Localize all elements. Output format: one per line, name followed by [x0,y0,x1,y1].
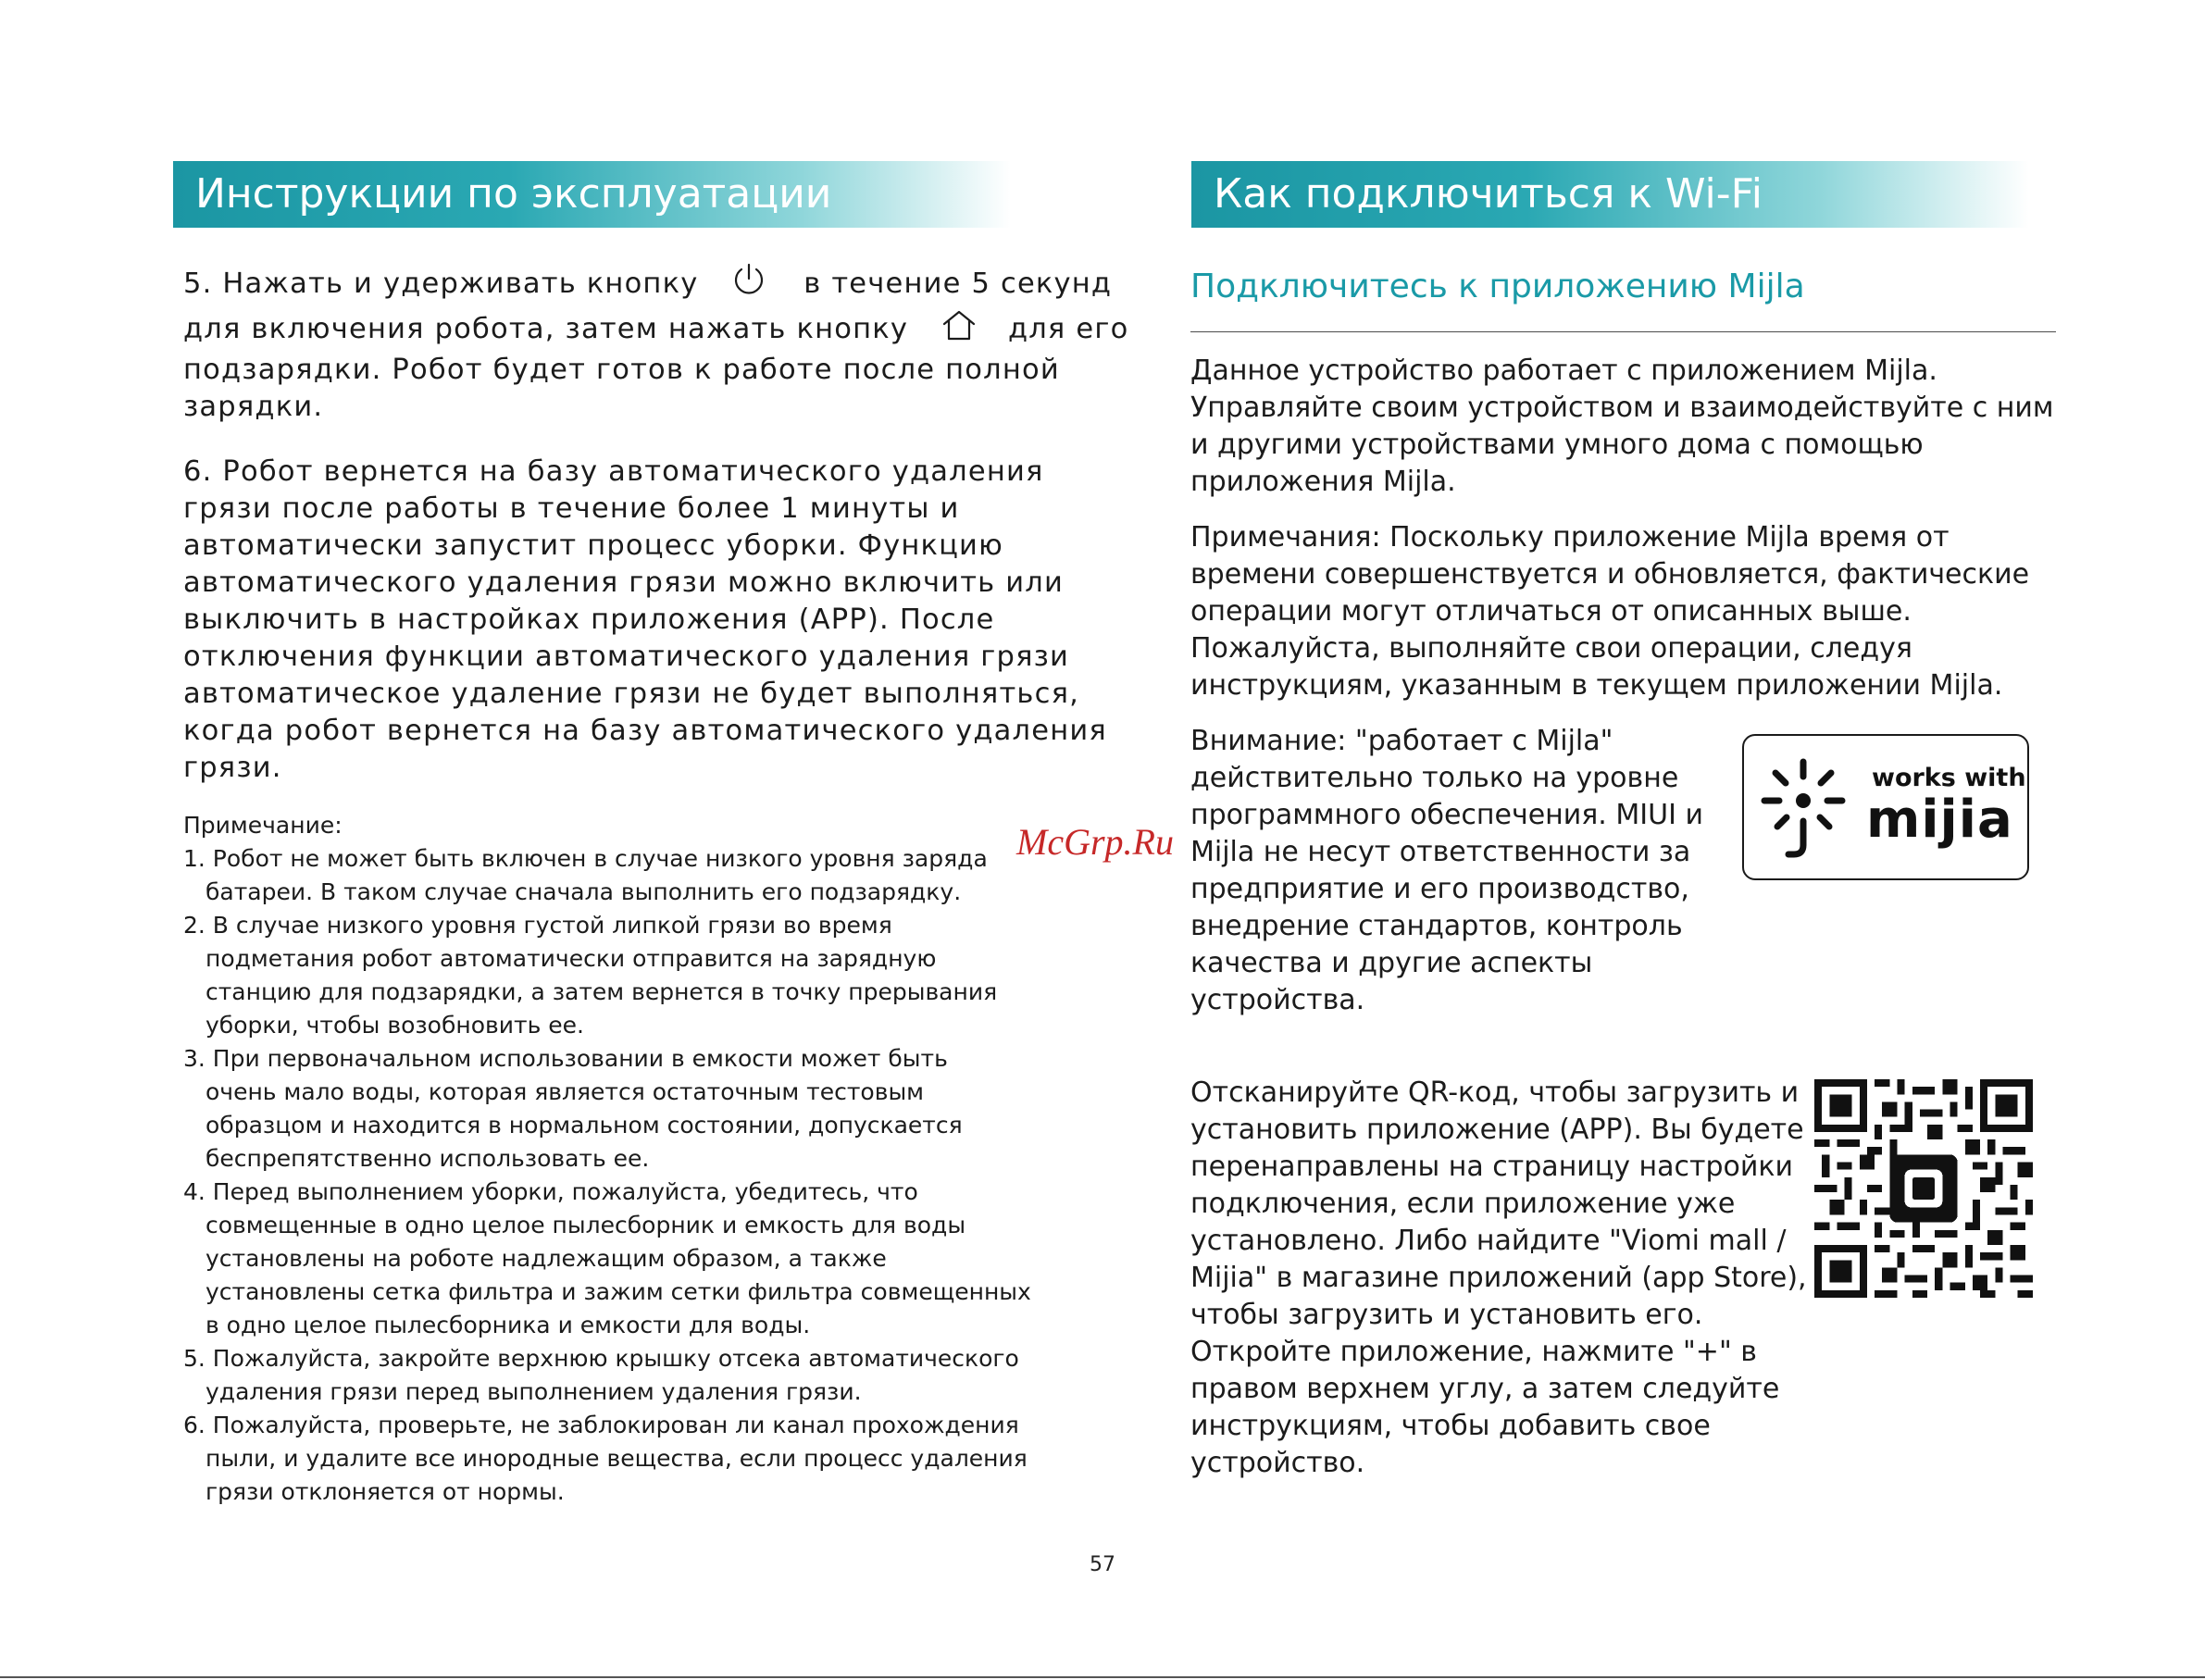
note-line: беспрепятственно использовать ее. [206,1145,650,1172]
attention-line: программного обеспечения. MIUI и [1190,799,1703,831]
qr-code [1814,1079,2033,1298]
attention-line: качества и другие аспекты [1190,947,1593,979]
scan-line: чтобы загрузить и установить его. [1190,1299,1703,1331]
note-title: Примечание: [183,812,343,839]
remarks-line: операции могут отличаться от описанных выше. [1190,595,1912,628]
note-line: 1. Робот не может быть включен в случае низкого уровня заряда [183,845,988,872]
attention-line: действительно только на уровне [1190,762,1679,794]
note-line: станцию для подзарядки, а затем вернется в точку прерывания [206,978,998,1005]
subheading-mijia: Подключитесь к приложению Mijla [1190,268,1805,305]
note-line: удаления грязи перед выполнением удаления грязи. [206,1378,862,1405]
scan-line: правом верхнем углу, а затем следуйте [1190,1373,1780,1405]
banner-instructions [173,161,1011,228]
banner-wifi [1191,161,2029,228]
note-line: в одно целое пылесборника и емкости для воды. [206,1312,811,1338]
note-line: образцом и находится в нормальном состоянии, допускается [206,1112,963,1139]
badge-brand: mijia [1866,790,2013,850]
note-line: 2. В случае низкого уровня густой липкой грязи во время [183,912,892,939]
scan-line: устройство. [1190,1447,1365,1479]
intro-line: приложения Mijla. [1190,466,1456,498]
attention-line: Внимание: "работает с Mijla" [1190,725,1613,757]
divider [1190,331,2056,332]
step6-line: грязи. [183,752,282,784]
banner-title-left: Инструкции по эксплуатации [195,170,832,218]
mijia-sparkle-icon [1761,754,1857,865]
scan-line: Mijia" в магазине приложений (app Store), [1190,1262,1807,1294]
page-number: 57 [1090,1553,1115,1576]
notes-list [183,842,1035,1509]
step5-line4: зарядки. [183,391,324,423]
attention-line: предприятие и его производство, [1190,873,1689,905]
attention-line: устройства. [1190,984,1365,1016]
scan-line: установить приложение (APP). Вы будете [1190,1114,1804,1146]
scan-line: подключения, если приложение уже [1190,1188,1736,1220]
note-line: 4. Перед выполнением уборки, пожалуйста, убедитесь, что [183,1178,918,1205]
remarks-line: Примечания: Поскольку приложение Mijla время от [1190,521,1950,554]
step6-line: автоматическое удаление грязи не будет выполняться, [183,678,1080,710]
step6-line: автоматического удаления грязи можно включить или [183,566,1064,599]
remarks-paragraph [1190,519,2061,704]
scan-line: Откройте приложение, нажмите "+" в [1190,1336,1757,1368]
intro-paragraph [1190,353,2061,501]
note-line: 6. Пожалуйста, проверьте, не заблокирован ли канал прохождения [183,1412,1019,1438]
note-line: батареи. В таком случае сначала выполнить его подзарядку. [206,878,962,905]
intro-line: Управляйте своим устройством и взаимодействуйте с ним [1190,392,2054,424]
note-line: 3. При первоначальном использовании в емкости может быть [183,1045,948,1072]
step6-line: грязи после работы в течение более 1 минуты и [183,492,960,525]
home-icon [941,308,978,352]
note-line: грязи отклоняется от нормы. [206,1478,565,1505]
note-line: очень мало воды, которая является остаточным тестовым [206,1078,925,1105]
step6-line: выключить в настройках приложения (APP). После [183,604,995,636]
step5-line3: подзарядки. Робот будет готов к работе после полной [183,354,1060,386]
note-line: уборки, чтобы возобновить ее. [206,1012,584,1039]
step5-line2: для включения робота, затем нажать кнопку для его [183,308,1035,352]
watermark: McGrp.Ru [1016,821,1174,863]
step6-line: отключения функции автоматического удаления грязи [183,641,1070,673]
step6-line: когда робот вернется на базу автоматического удаления [183,715,1107,747]
step6-line: автоматически запустит процесс уборки. Функцию [183,529,1003,562]
intro-line: и другими устройствами умного дома с помощью [1190,429,1924,461]
note-line: 5. Пожалуйста, закройте верхнюю крышку отсека автоматического [183,1345,1019,1372]
step6-line: 6. Робот вернется на базу автоматического удаления [183,455,1044,488]
step-5 [183,261,1129,426]
scan-line: Отсканируйте QR-код, чтобы загрузить и [1190,1076,1800,1109]
banner-title-right: Как подключиться к Wi-Fi [1214,170,1763,218]
step-6 [183,454,1107,787]
intro-line: Данное устройство работает с приложением Mijla. [1190,355,1937,387]
remarks-line: инструкциям, указанным в текущем приложении Mijla. [1190,669,2003,702]
note-line: подметания робот автоматически отправится на зарядную [206,945,937,972]
attention-line: внедрение стандартов, контроль [1190,910,1683,942]
bottom-rule [0,1676,2205,1678]
remarks-line: времени совершенствуется и обновляется, фактические [1190,558,2030,591]
scan-line: перенаправлены на страницу настройки [1190,1151,1793,1183]
remarks-line: Пожалуйста, выполняйте свои операции, следуя [1190,632,1912,665]
scan-line: установлено. Либо найдите "Viomi mall / [1190,1225,1787,1257]
note-line: совмещенные в одно целое пылесборник и емкость для воды [206,1212,966,1238]
note-line: пыли, и удалите все инородные вещества, если процесс удаления [206,1445,1028,1472]
step5-line1: 5. Нажать и удерживать кнопку в течение 5 секунд [183,261,1035,308]
note-line: установлены сетка фильтра и зажим сетки фильтра совмещенных [206,1278,1031,1305]
note-line: установлены на роботе надлежащим образом, а также [206,1245,887,1272]
badge-works-with: works with [1872,764,2026,792]
scan-line: инструкциям, чтобы добавить свое [1190,1410,1711,1442]
works-with-mijia-badge [1742,734,2029,880]
power-icon [730,261,767,308]
attention-line: Mijla не несут ответственности за [1190,836,1691,868]
